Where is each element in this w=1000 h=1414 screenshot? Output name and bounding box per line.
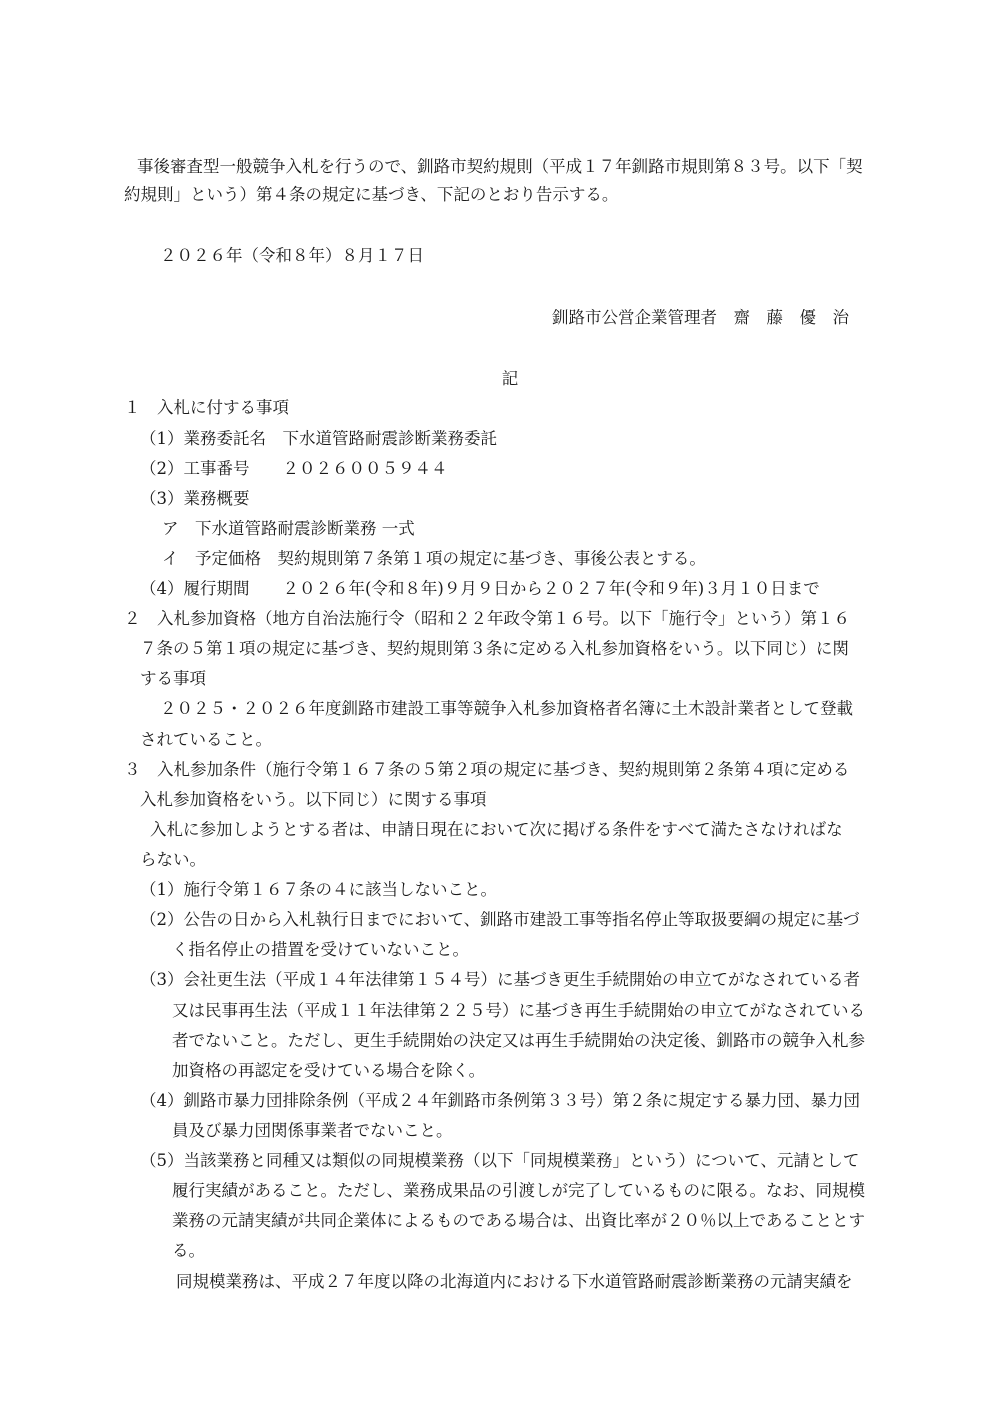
list-item: イ 予定価格 契約規則第７条第１項の規定に基づき、事後公表とする。 xyxy=(162,549,706,568)
list-item: く指名停止の措置を受けていないこと。 xyxy=(172,940,469,959)
intro-line: 事後審査型一般競争入札を行うので、釧路市契約規則（平成１７年釧路市規則第８３号。以下「契 xyxy=(137,157,863,176)
list-item: ア 下水道管路耐震診断業務 一式 xyxy=(162,519,415,538)
notice-date: ２０２６年（令和８年）８月１７日 xyxy=(160,246,424,265)
list-item: 又は民事再生法（平成１１年法律第２２５号）に基づき再生手続開始の申立てがなされている xyxy=(172,1001,865,1020)
list-item: する事項 xyxy=(140,669,206,688)
list-item: 履行実績があること。ただし、業務成果品の引渡しが完了しているものに限る。なお、同規模 xyxy=(172,1181,865,1200)
list-item: （5）当該業務と同種又は類似の同規模業務（以下「同規模業務」という）について、元請として xyxy=(140,1151,860,1170)
list-item: されていること。 xyxy=(140,730,272,749)
list-item: （1）施行令第１６７条の４に該当しないこと。 xyxy=(140,880,497,899)
list-item: 者でないこと。ただし、更生手続開始の決定又は再生手続開始の決定後、釧路市の競争入札参 xyxy=(172,1031,865,1050)
list-item: （4）釧路市暴力団排除条例（平成２４年釧路市条例第３３号）第２条に規定する暴力団、暴力団 xyxy=(140,1091,860,1110)
list-item: （3）会社更生法（平成１４年法律第１５４号）に基づき更生手続開始の申立てがなされている者 xyxy=(140,970,860,989)
ki-heading: 記 xyxy=(501,369,519,388)
list-item: らない。 xyxy=(140,850,206,869)
list-item: （3）業務概要 xyxy=(140,489,250,508)
list-item: ２０２５・２０２６年度釧路市建設工事等競争入札参加資格者名簿に土木設計業者として登載 xyxy=(160,699,853,718)
list-item: ２ 入札参加資格（地方自治法施行令（昭和２２年政令第１６号。以下「施行令」という）第１６ xyxy=(124,609,850,628)
list-item: 員及び暴力団関係事業者でないこと。 xyxy=(172,1121,453,1140)
list-item: ７条の５第１項の規定に基づき、契約規則第３条に定める入札参加資格をいう。以下同じ）に関 xyxy=(140,639,849,658)
list-item: る。 xyxy=(172,1241,205,1260)
issuer: 釧路市公営企業管理者 齋 藤 優 治 xyxy=(552,308,849,327)
list-item: 同規模業務は、平成２７年度以降の北海道内における下水道管路耐震診断業務の元請実績を xyxy=(176,1272,853,1291)
list-item: １ 入札に付する事項 xyxy=(124,398,289,417)
list-item: 入札参加資格をいう。以下同じ）に関する事項 xyxy=(140,790,487,809)
list-item: ３ 入札参加条件（施行令第１６７条の５第２項の規定に基づき、契約規則第２条第４項に定める xyxy=(124,760,850,779)
list-item: （4）履行期間 ２０２６年(令和８年)９月９日から２０２７年(令和９年)３月１０日まで xyxy=(140,579,820,598)
intro-line: 約規則」という）第４条の規定に基づき、下記のとおり告示する。 xyxy=(124,185,619,204)
list-item: 加資格の再認定を受けている場合を除く。 xyxy=(172,1061,486,1080)
list-item: 入札に参加しようとする者は、申請日現在において次に掲げる条件をすべて満たさなければな xyxy=(150,820,843,839)
list-item: （1）業務委託名 下水道管路耐震診断業務委託 xyxy=(140,429,497,448)
list-item: （2）公告の日から入札執行日までにおいて、釧路市建設工事等指名停止等取扱要綱の規定に基づ xyxy=(140,910,860,929)
list-item: （2）工事番号 ２０２６００５９４４ xyxy=(140,459,448,478)
list-item: 業務の元請実績が共同企業体によるものである場合は、出資比率が２０％以上であることとす xyxy=(172,1211,865,1230)
